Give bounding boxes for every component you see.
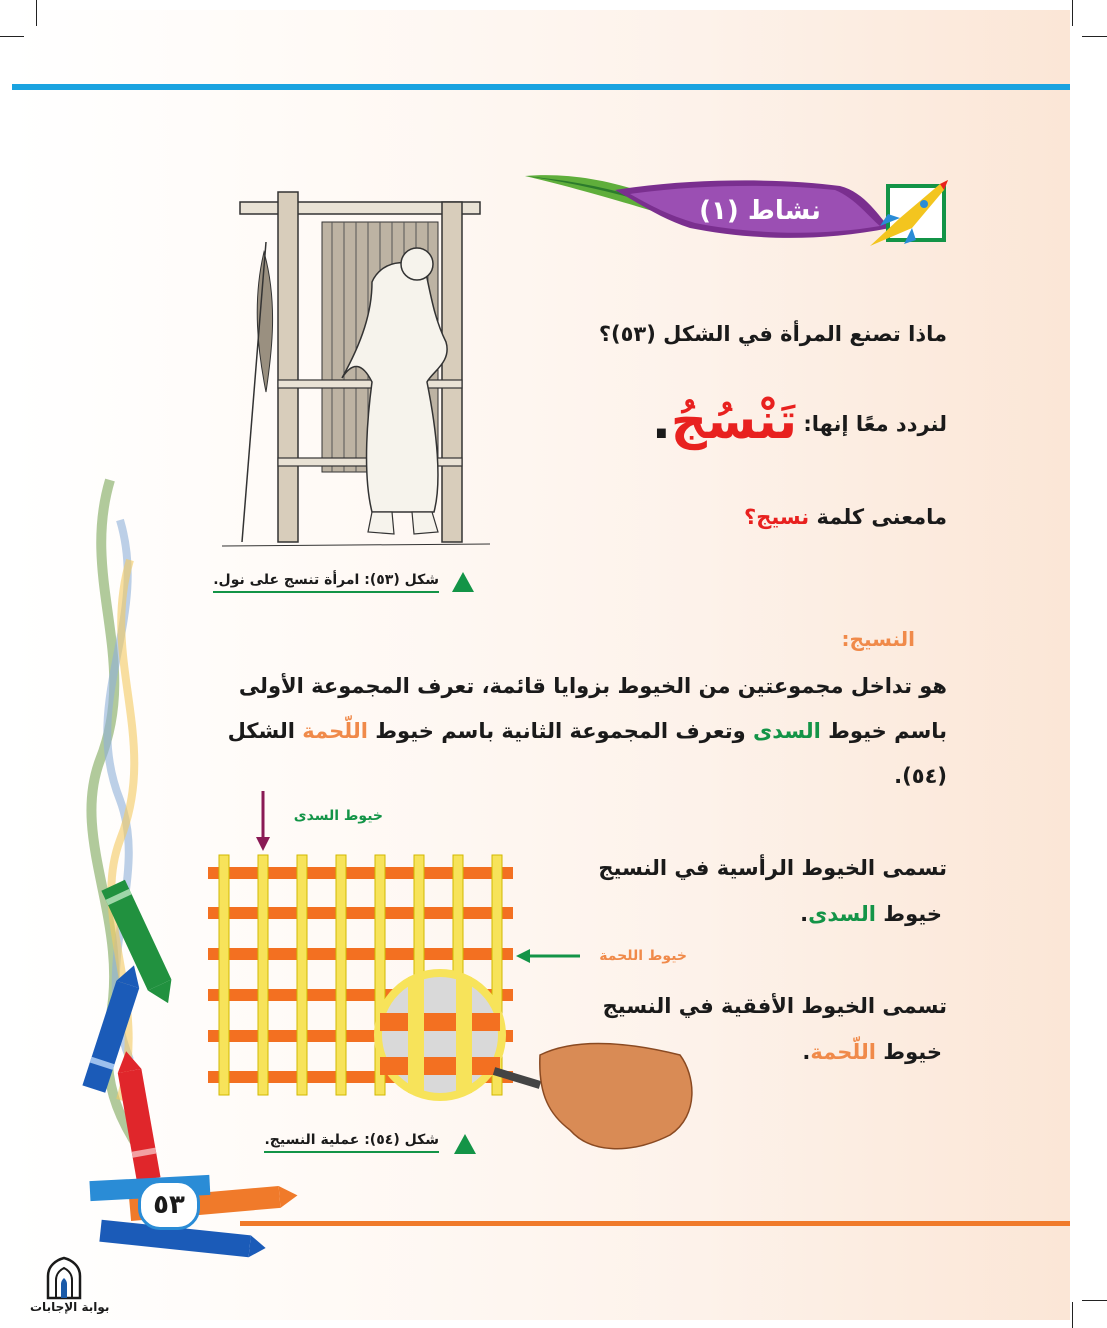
letters-period: . bbox=[651, 392, 671, 450]
figure-53-caption: شكل (٥٣): امرأة تنسج على نول. bbox=[213, 572, 439, 593]
page-number: ٥٣ bbox=[138, 1180, 200, 1230]
definition-line-3: (٥٤). bbox=[894, 764, 947, 788]
letter: جُ bbox=[670, 392, 707, 450]
crop-mark bbox=[1072, 1302, 1073, 1328]
letter: سُ bbox=[706, 392, 758, 450]
top-bar bbox=[12, 84, 1070, 90]
vertical-threads-answer: خيوط السدى. bbox=[800, 902, 942, 926]
crop-mark bbox=[1082, 1300, 1107, 1301]
definition-line-1: هو تداخل مجموعتين من الخيوط بزوايا قائمة، تعرف المجموعة الأولى bbox=[238, 674, 947, 698]
crop-mark bbox=[1082, 36, 1107, 37]
figure-54-caption: شكل (٥٤): عملية النسيج. bbox=[264, 1132, 439, 1153]
activity-title: نشاط (١) bbox=[699, 196, 821, 226]
definition-line-2: باسم خيوط السدى وتعرف المجموعة الثانية باسم خيوط اللّحمة الشكل bbox=[227, 719, 947, 743]
weft-term: اللّحمة bbox=[302, 719, 368, 743]
caption-triangle-icon bbox=[452, 572, 474, 592]
portal-name: بوابة الإجابات bbox=[30, 1300, 110, 1314]
bottom-bar bbox=[240, 1221, 1070, 1226]
question-3 bbox=[744, 505, 947, 529]
crop-mark bbox=[0, 36, 24, 37]
crop-mark bbox=[1072, 0, 1073, 26]
caption-triangle-icon bbox=[454, 1134, 476, 1154]
letters-row bbox=[652, 392, 797, 450]
question-3-word: نسيج؟ bbox=[744, 505, 810, 529]
question-3-text: مامعنى كلمة bbox=[809, 505, 947, 529]
definition-title: النسيج: bbox=[841, 627, 915, 651]
letter: نْ bbox=[757, 392, 779, 450]
portal-logo-icon bbox=[44, 1256, 84, 1300]
crop-mark bbox=[36, 0, 37, 26]
loom-illustration bbox=[222, 182, 490, 550]
warp-label: خيوط السدى bbox=[293, 808, 383, 824]
weft-label: خيوط اللحمة bbox=[599, 948, 687, 964]
warp-term: السدى bbox=[752, 719, 821, 743]
letter: تَ bbox=[778, 392, 797, 450]
vertical-threads-question: تسمى الخيوط الرأسية في النسيج bbox=[598, 856, 947, 880]
horizontal-threads-answer: خيوط اللّحمة. bbox=[802, 1040, 942, 1064]
question-1: ماذا تصنع المرأة في الشكل (٥٣)؟ bbox=[598, 322, 947, 346]
question-2-prefix: لنردد معًا إنها: bbox=[803, 412, 947, 436]
horizontal-threads-question: تسمى الخيوط الأفقية في النسيج bbox=[602, 994, 947, 1018]
